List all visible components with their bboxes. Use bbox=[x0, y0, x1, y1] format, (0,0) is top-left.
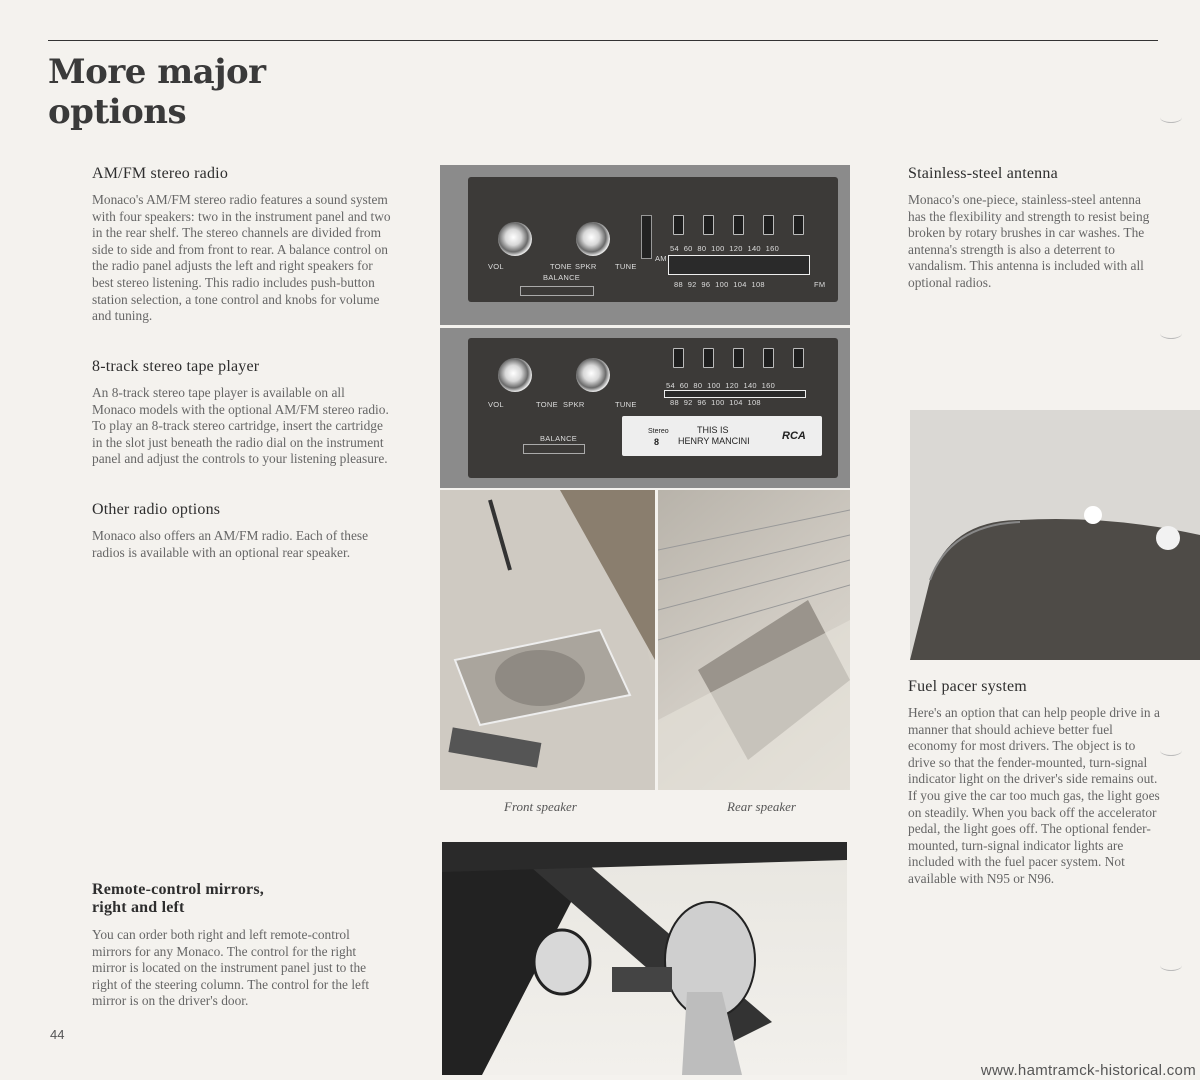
section-amfm bbox=[92, 165, 392, 337]
photo-front-speaker bbox=[440, 490, 655, 790]
tone-label: TONE bbox=[550, 262, 572, 271]
page-number: 44 bbox=[50, 1027, 65, 1042]
photo-eight-track bbox=[440, 328, 850, 488]
amfm-body: Monaco's AM/FM stereo radio features a sound system with four speakers: two in the instrument panel and two in the rear shelf. The stereo channels are divided from side to side and from front to rear. A balance control on the radio panel adjusts the left and right speakers for best stereo listening. This radio includes push-button station selection, a tone control and knobs for volume and tuning. bbox=[92, 192, 391, 324]
tune-knob bbox=[576, 358, 610, 392]
section-eight-track bbox=[92, 358, 392, 480]
am-scale: 54 60 80 100 120 140 160 bbox=[666, 381, 776, 390]
photo-rear-speaker bbox=[658, 490, 850, 790]
tuning-dial bbox=[668, 255, 810, 275]
mirrors-heading-line-1: Remote-control mirrors, bbox=[92, 881, 264, 898]
cartridge-title-2: HENRY MANCINI bbox=[678, 436, 750, 446]
section-antenna bbox=[908, 165, 1158, 304]
section-fuel-pacer bbox=[908, 678, 1160, 900]
antenna-heading: Stainless-steel antenna bbox=[908, 165, 1058, 182]
volume-knob bbox=[498, 222, 532, 256]
tape-face bbox=[468, 338, 838, 478]
balance-slider bbox=[523, 444, 585, 454]
preset-button bbox=[673, 348, 684, 368]
hole-punch-mark bbox=[1160, 960, 1182, 971]
photo-amfm-radio bbox=[440, 165, 850, 325]
fm-label: FM bbox=[814, 280, 826, 289]
balance-label: BALANCE bbox=[540, 434, 578, 443]
amfm-heading: AM/FM stereo radio bbox=[92, 165, 229, 182]
fm-scale: 88 92 96 100 104 108 bbox=[670, 398, 761, 407]
band-switch bbox=[641, 215, 652, 259]
rca-logo: RCA bbox=[782, 430, 806, 442]
mirrors-body: You can order both right and left remote-control mirrors for any Monaco. The control for the right mirror is located on the instrument panel just to the right of the steering column. The control for the left mirror is on the driver's door. bbox=[92, 927, 370, 1009]
title-line-1: More major bbox=[48, 52, 266, 92]
fuel-pacer-body: Here's an option that can help people drive in a manner that should achieve better fuel economy for most drivers. The object is to drive so that the fender-mounted, turn-signal indicator light on the driver's side remains out. If you give the car too much gas, the light goes on steadily. When you back off the accelerator pedal, the light goes off. The optional fender-mounted, turn-signal indicator lights are included with the fuel pacer system. Not available with N95 or N96. bbox=[908, 705, 1160, 886]
tone-label: TONE bbox=[536, 400, 558, 409]
eight-track-heading: 8-track stereo tape player bbox=[92, 358, 260, 375]
tune-label: TUNE bbox=[615, 262, 637, 271]
balance-slider bbox=[520, 286, 594, 296]
preset-button bbox=[733, 215, 744, 235]
cartridge-title-1: THIS IS bbox=[697, 425, 729, 435]
am-label: AM bbox=[655, 254, 667, 263]
antenna-body: Monaco's one-piece, stainless-steel antenna has the flexibility and strength to resist being broken by rotary brushes in car washes. The antenna's strength is also a deterrent to vandalism. This antenna is included with all optional radios. bbox=[908, 192, 1150, 290]
preset-button bbox=[763, 348, 774, 368]
preset-button bbox=[793, 348, 804, 368]
vol-label: VOL bbox=[488, 262, 504, 271]
am-scale: 54 60 80 100 120 140 160 bbox=[670, 244, 780, 253]
preset-button bbox=[673, 215, 684, 235]
tune-knob bbox=[576, 222, 610, 256]
other-radio-heading: Other radio options bbox=[92, 501, 221, 518]
spkr-label: SPKR bbox=[563, 400, 585, 409]
page-title bbox=[48, 52, 266, 132]
hole-punch-mark bbox=[1160, 112, 1182, 123]
caption-rear-speaker: Rear speaker bbox=[727, 799, 796, 814]
tuning-dial bbox=[664, 390, 806, 398]
volume-knob bbox=[498, 358, 532, 392]
front-speaker-graphic bbox=[440, 490, 655, 790]
hole-punch-mark bbox=[1160, 328, 1182, 339]
preset-button bbox=[793, 215, 804, 235]
fuel-pacer-heading: Fuel pacer system bbox=[908, 678, 1027, 695]
cartridge-stereo-label: Stereo bbox=[648, 428, 669, 435]
fm-scale: 88 92 96 100 104 108 bbox=[674, 280, 765, 289]
section-other-radio bbox=[92, 501, 382, 573]
eight-track-cartridge bbox=[622, 416, 822, 456]
radio-face bbox=[468, 177, 838, 302]
watermark: www.hamtramck-historical.com bbox=[980, 1062, 1196, 1079]
preset-button bbox=[703, 215, 714, 235]
top-rule bbox=[48, 40, 1158, 41]
preset-button bbox=[763, 215, 774, 235]
tune-label: TUNE bbox=[615, 400, 637, 409]
title-line-2: options bbox=[48, 92, 187, 132]
cartridge-eight-label: 8 bbox=[654, 437, 660, 447]
preset-button bbox=[703, 348, 714, 368]
mirrors-heading-line-2: right and left bbox=[92, 899, 185, 916]
antenna-graphic bbox=[910, 410, 1200, 660]
photo-antenna bbox=[910, 410, 1200, 660]
other-radio-body: Monaco also offers an AM/FM radio. Each of these radios is available with an optional rear speaker. bbox=[92, 528, 369, 560]
spkr-label: SPKR bbox=[575, 262, 597, 271]
mirrors-heading bbox=[92, 881, 392, 917]
balance-label: BALANCE bbox=[543, 273, 581, 282]
mirror-graphic bbox=[442, 842, 847, 1075]
caption-front-speaker: Front speaker bbox=[504, 799, 577, 814]
hole-punch-mark bbox=[1160, 745, 1182, 756]
rear-speaker-graphic bbox=[658, 490, 850, 790]
vol-label: VOL bbox=[488, 400, 504, 409]
preset-button bbox=[733, 348, 744, 368]
eight-track-body: An 8-track stereo tape player is available on all Monaco models with the optional AM/FM stereo radio. To play an 8-track stereo cartridge, insert the cartridge in the slot just beneath the radio dial on the instrument panel and adjust the controls to your listening pleasure. bbox=[92, 385, 389, 467]
section-mirrors bbox=[92, 881, 392, 1022]
photo-mirror bbox=[442, 842, 847, 1075]
